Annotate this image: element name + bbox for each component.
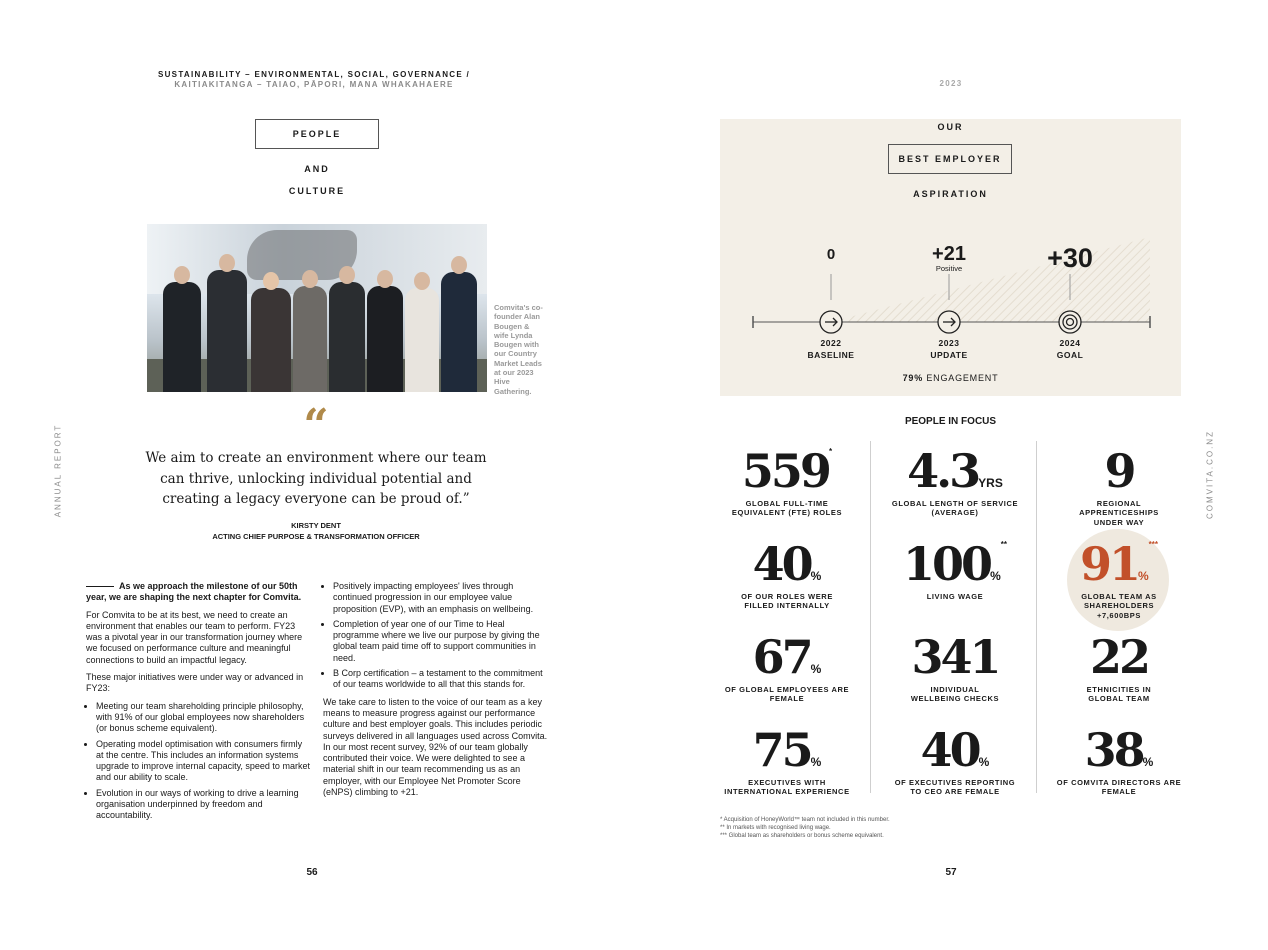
- stat-number: 559*: [741, 444, 833, 498]
- best-employer-panel: [720, 119, 1181, 396]
- title-and: AND: [304, 164, 330, 174]
- person-6: [367, 286, 403, 392]
- stat-length-of-service: [888, 444, 1022, 518]
- person-5-head: [339, 266, 355, 284]
- stat-number: 100%**: [903, 537, 1007, 591]
- person-3: [251, 288, 291, 392]
- timeline-sub-2023: Positive: [935, 264, 963, 273]
- footnote-1: * Acquisition of HoneyWorld™ team not included in this number.: [720, 817, 890, 823]
- quote-author: KIRSTY DENT: [291, 521, 341, 530]
- stat-number: 341: [911, 630, 999, 684]
- stat-number: 67%: [752, 630, 822, 684]
- timeline-label-2022: [801, 337, 861, 361]
- section-header-maori: KAITIAKITANGA – TAIAO, PĀPORI, MANA WHAKAHAERE: [174, 80, 454, 89]
- initiatives-list-2: [323, 581, 549, 691]
- person-6-head: [377, 270, 393, 288]
- stat-label: EXECUTIVES WITH INTERNATIONAL EXPERIENCE: [724, 778, 850, 797]
- team-photo: [147, 224, 487, 392]
- person-1-head: [174, 266, 190, 284]
- person-2: [207, 270, 247, 392]
- arrow-right-circle-icon: [820, 311, 842, 333]
- side-label-annual-report: ANNUAL REPORT: [53, 423, 63, 518]
- stat-number: 38%: [1084, 723, 1154, 777]
- stat-number: 91%***: [1079, 537, 1159, 591]
- person-3-head: [263, 272, 279, 290]
- person-1: [163, 282, 201, 392]
- stat-international-experience: [720, 723, 854, 797]
- timeline-label-2023: [919, 337, 979, 361]
- stat-label: OF OUR ROLES WERE FILLED INTERNALLY: [741, 592, 833, 611]
- stat-label: LIVING WAGE: [926, 592, 984, 601]
- engagement-value: 79%: [902, 373, 924, 383]
- body-paragraph-2: These major initiatives were under way or advanced in FY23:: [86, 672, 304, 694]
- timeline-value-2024: +30: [1047, 243, 1093, 273]
- panel-aspiration: ASPIRATION: [913, 189, 988, 199]
- stat-apprenticeships: [1052, 444, 1186, 527]
- stat-label: GLOBAL LENGTH OF SERVICE (AVERAGE): [891, 499, 1019, 518]
- stat-living-wage: [888, 537, 1022, 601]
- timeline-year: 2022: [820, 338, 842, 348]
- stat-number: 22: [1089, 630, 1148, 684]
- footnote-3: *** Global team as shareholders or bonus scheme equivalent.: [720, 833, 884, 840]
- body-paragraph-1: For Comvita to be at its best, we need to create an environment that enables our team to perform. FY23 was a pivotal year in our transformation journey where we focused on performance culture and meaningful connections to build an impactful legacy.: [86, 609, 303, 665]
- person-8: [441, 272, 477, 392]
- stats-divider-1: [870, 441, 871, 793]
- list-item: • B Corp certification – a testament to the commitment of our teams worldwide to all that this stands for.: [333, 668, 549, 691]
- quote-mark-icon: “: [303, 400, 329, 451]
- stat-fte-roles: [720, 444, 854, 518]
- page-number-left: 56: [306, 867, 318, 878]
- stat-female-employees: [720, 630, 854, 704]
- list-item: • Positively impacting employees' lives through continued progression in our employee value proposition (EVP), with an emphasis on wellbeing.: [333, 581, 549, 615]
- initiatives-list-1: [86, 701, 312, 822]
- side-label-website: COMVITA.CO.NZ: [1205, 430, 1215, 519]
- pull-quote: [120, 448, 512, 510]
- timeline-year: 2023: [938, 338, 960, 348]
- timeline-label: UPDATE: [930, 350, 968, 360]
- lead-paragraph: [86, 581, 312, 604]
- stat-number: 4.3YRS: [907, 444, 1003, 498]
- lead-text: As we approach the milestone of our 50th year, we are shaping the next chapter for Comvita.: [86, 581, 302, 603]
- stat-label: REGIONAL APPRENTICESHIPS UNDER WAY: [1079, 499, 1159, 527]
- stat-label: OF GLOBAL EMPLOYEES ARE FEMALE: [724, 685, 850, 704]
- body-paragraph-3: We take care to listen to the voice of our team as a key means to measure progress against our performance culture and best employer goals. This includes periodic surveys delivered in all languages used across Comvita. In our most recent survey, 92% of our team globally contributed their voice. We were delighted to see a material shift in our team recommending us as an employer, with our Employee Net Promoter Score (eNPS) climbing to +21.: [323, 696, 548, 798]
- stat-wellbeing-checks: [888, 630, 1022, 704]
- stat-team-shareholders: [1052, 537, 1186, 620]
- people-in-focus-title: PEOPLE IN FOCUS: [904, 416, 997, 427]
- stat-label: OF COMVITA DIRECTORS ARE FEMALE: [1056, 778, 1182, 797]
- stat-label: INDIVIDUAL WELLBEING CHECKS: [910, 685, 1000, 704]
- section-header: SUSTAINABILITY – ENVIRONMENTAL, SOCIAL, GOVERNANCE /: [157, 70, 471, 79]
- engagement-label: ENGAGEMENT: [926, 373, 999, 383]
- person-4-head: [302, 270, 318, 288]
- photo-caption: Comvita's co-founder Alan Bougen & wife Lynda Bougen with our Country Market Leads at our 2023 Hive Gathering.: [494, 303, 543, 396]
- list-item: • Evolution in our ways of working to drive a learning organisation underpinned by freedom and accountability.: [96, 788, 312, 822]
- person-5: [329, 282, 365, 392]
- quote-line-2: can thrive, unlocking individual potential and: [160, 470, 472, 487]
- stat-label: GLOBAL FULL-TIME EQUIVALENT (FTE) ROLES: [731, 499, 843, 518]
- footnotes: [720, 816, 1020, 841]
- body-column-2: [323, 581, 549, 804]
- stat-female-directors: [1052, 723, 1186, 797]
- title-culture: CULTURE: [288, 186, 346, 196]
- stat-number: 40%: [920, 723, 990, 777]
- quote-line-3: creating a legacy everyone can be proud of.”: [162, 491, 470, 507]
- target-icon: [1059, 311, 1081, 333]
- report-year: 2023: [939, 79, 963, 88]
- list-item: • Operating model optimisation with consumers firmly at the centre. This includes an information systems upgrade to improve internal capacity, speed to market and our ability to scale.: [96, 739, 312, 784]
- panel-our: OUR: [937, 122, 964, 132]
- stat-number: 9: [1104, 444, 1134, 498]
- person-8-head: [451, 256, 467, 274]
- timeline-value-2023: +21: [932, 243, 966, 265]
- timeline-label-2024: [1040, 337, 1100, 361]
- timeline-label: GOAL: [1056, 350, 1084, 360]
- stat-label: OF EXECUTIVES REPORTING TO CEO ARE FEMALE: [894, 778, 1016, 797]
- timeline-label: BASELINE: [807, 350, 855, 360]
- quote-attribution: [120, 520, 512, 542]
- footnote-2: ** In markets with recognised living wage.: [720, 825, 831, 832]
- best-employer-box: BEST EMPLOYER: [888, 144, 1012, 174]
- timeline-value-2022: 0: [826, 246, 836, 263]
- person-7: [405, 288, 439, 392]
- body-column-1: [86, 581, 312, 826]
- stat-ethnicities: [1052, 630, 1186, 704]
- list-item: • Completion of year one of our Time to Heal programme where we live our purpose by giving the global team paid time off to support communities in need.: [333, 619, 549, 664]
- engagement-line: [720, 373, 1181, 383]
- timeline-year: 2024: [1059, 338, 1081, 348]
- stat-number: 40%: [752, 537, 822, 591]
- people-title-box: PEOPLE: [255, 119, 379, 149]
- stats-divider-2: [1036, 441, 1037, 793]
- quote-role: ACTING CHIEF PURPOSE & TRANSFORMATION OFFICER: [212, 532, 420, 541]
- stat-number: 75%: [752, 723, 822, 777]
- arrow-right-circle-icon: [938, 311, 960, 333]
- stat-female-executives: [888, 723, 1022, 797]
- quote-line-1: We aim to create an environment where our team: [145, 450, 487, 466]
- stat-filled-internally: [720, 537, 854, 611]
- stat-label: ETHNICITIES IN GLOBAL TEAM: [1086, 685, 1152, 704]
- lead-rule: [86, 586, 114, 587]
- page-number-right: 57: [945, 867, 957, 878]
- person-7-head: [414, 272, 430, 290]
- person-4: [293, 286, 327, 392]
- list-item: • Meeting our team shareholding principle philosophy, with 91% of our global employees now shareholders (or bonus scheme equivalent).: [96, 701, 312, 735]
- person-2-head: [219, 254, 235, 272]
- stat-label: GLOBAL TEAM AS SHAREHOLDERS +7,600BPS: [1081, 592, 1157, 620]
